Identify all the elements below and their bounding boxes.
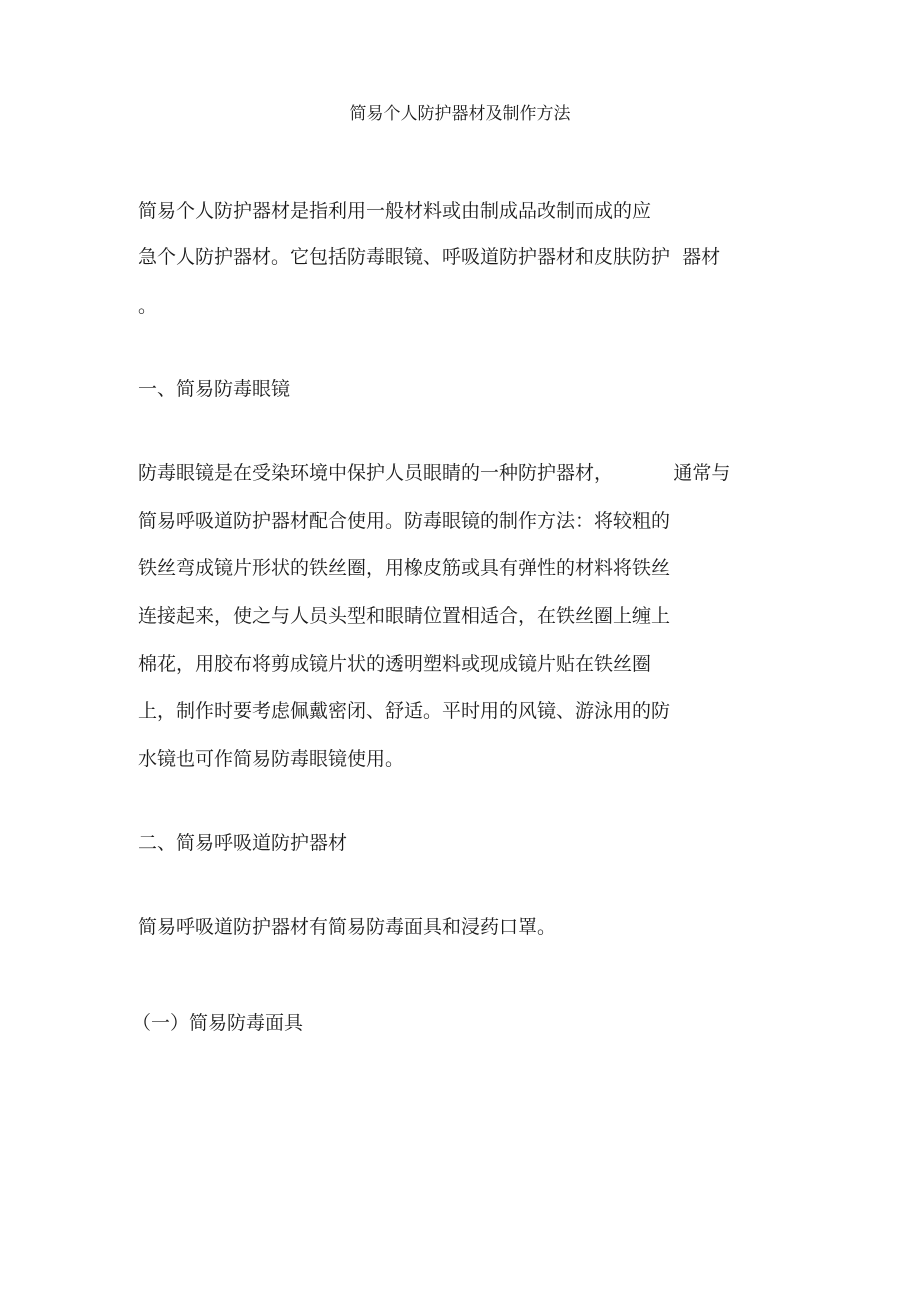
intro-line-2: 急个人防护器材。它包括防毒眼镜、呼吸道防护器材和皮肤防护 器材 (138, 246, 721, 268)
intro-line-1: 简易个人防护器材是指利用一般材料或由制成品改制而成的应 (138, 200, 652, 222)
section-2-subheading: （一）简易防毒面具 (132, 1012, 304, 1034)
section-1-para-line-2: 简易呼吸道防护器材配合使用。防毒眼镜的制作方法：将较粗的 (138, 510, 671, 532)
section-1-para-line-4: 连接起来，使之与人员头型和眼睛位置相适合，在铁丝圈上缠上 (138, 605, 671, 627)
section-2-para: 简易呼吸道防护器材有简易防毒面具和浸药口罩。 (138, 916, 557, 938)
section-2-heading: 二、简易呼吸道防护器材 (138, 832, 348, 854)
section-1-para-line-7: 水镜也可作简易防毒眼镜使用。 (138, 748, 405, 770)
section-1-para-line-3: 铁丝弯成镜片形状的铁丝圈，用橡皮筋或具有弹性的材料将铁丝 (138, 557, 671, 579)
section-1-heading: 一、简易防毒眼镜 (138, 378, 291, 400)
section-1-para-line-6: 上，制作时要考虑佩戴密闭、舒适。平时用的风镜、游泳用的防 (138, 700, 671, 722)
intro-line-3: 。 (138, 295, 158, 317)
section-1-para-line-1: 防毒眼镜是在受染环境中保护人员眼睛的一种防护器材， 通常与 (138, 462, 731, 484)
document-title: 简易个人防护器材及制作方法 (349, 104, 571, 124)
section-1-para-line-5: 棉花，用胶布将剪成镜片状的透明塑料或现成镜片贴在铁丝圈 (138, 653, 652, 675)
